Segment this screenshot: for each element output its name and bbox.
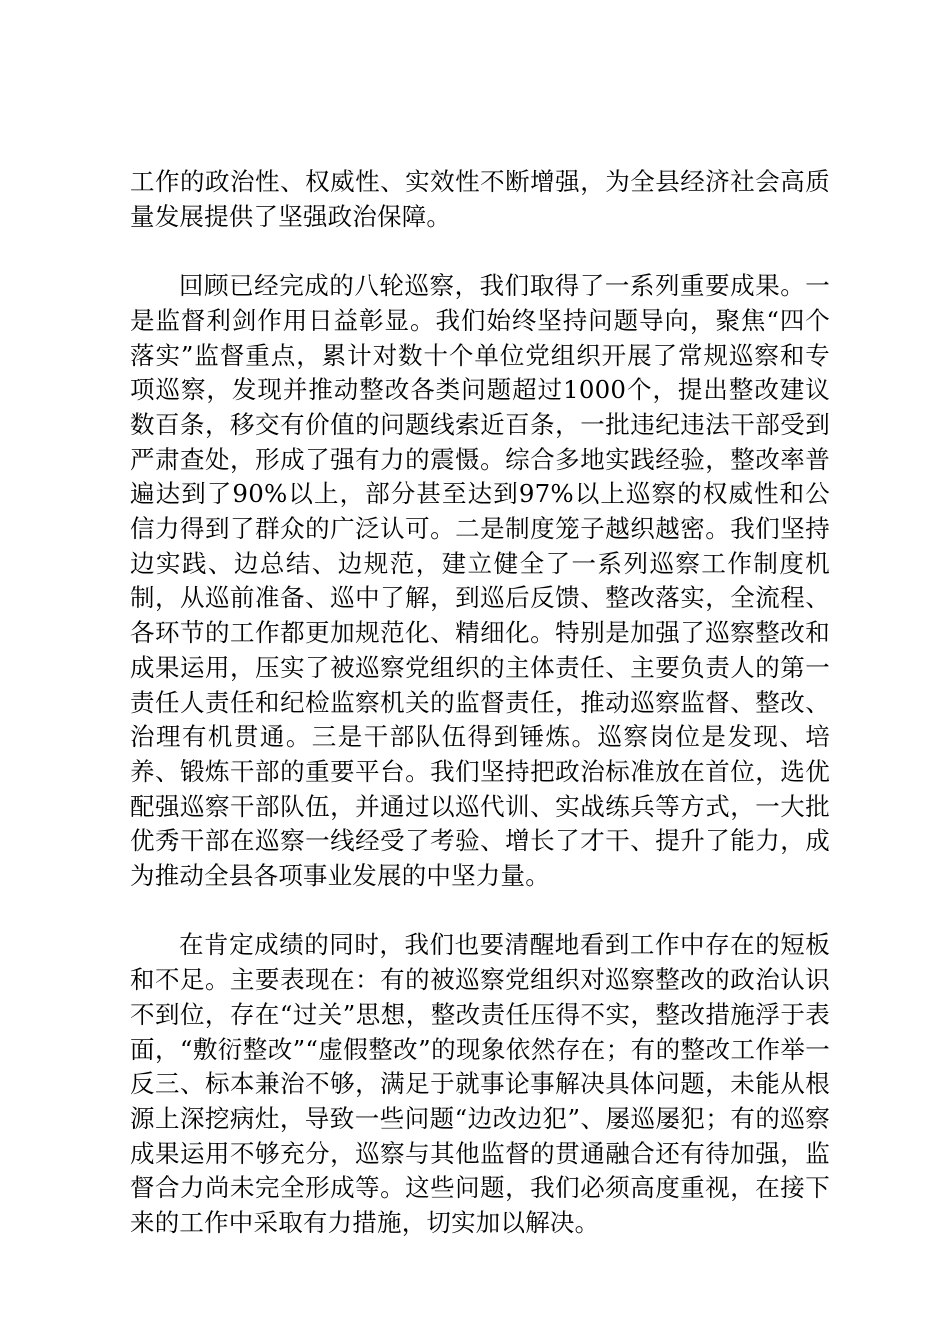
- paragraph-shortcomings: 在肯定成绩的同时，我们也要清醒地看到工作中存在的短板和不足。主要表现在：有的被巡察党组织对巡察整改的政治认识不到位，存在“过关”思想，整改责任压得不实，整改措施浮于表面，“敷衍整改”“虚假整改”的现象依然存在；有的整改工作举一反三、标本兼治不够，满足于就事论事解决具体问题，未能从根源上深挖病灶，导致一些问题“边改边犯”、屡巡屡犯；有的巡察成果运用不够充分，巡察与其他监督的贯通融合还有待加强，监督合力尚未完全形成等。这些问题，我们必须高度重视，在接下来的工作中采取有力措施，切实加以解决。: [130, 930, 830, 1238]
- paragraph-achievements: 回顾已经完成的八轮巡察，我们取得了一系列重要成果。一是监督利剑作用日益彰显。我们始终坚持问题导向，聚焦“四个落实”监督重点，累计对数十个单位党组织开展了常规巡察和专项巡察，发现并推动整改各类问题超过1000个，提出整改建议数百条，移交有价值的问题线索近百条，一批违纪违法干部受到严肃查处，形成了强有力的震慑。综合多地实践经验，整改率普遍达到了90%以上，部分甚至达到97%以上巡察的权威性和公信力得到了群众的广泛认可。二是制度笼子越织越密。我们坚持边实践、边总结、边规范，建立健全了一系列巡察工作制度机制，从巡前准备、巡中了解，到巡后反馈、整改落实，全流程、各环节的工作都更加规范化、精细化。特别是加强了巡察整改和成果运用，压实了被巡察党组织的主体责任、主要负责人的第一责任人责任和纪检监察机关的监督责任，推动巡察监督、整改、治理有机贯通。三是干部队伍得到锤炼。巡察岗位是发现、培养、锻炼干部的重要平台。我们坚持把政治标准放在首位，选优配强巡察干部队伍，并通过以巡代训、实战练兵等方式，一大批优秀干部在巡察一线经受了考验、增长了才干、提升了能力，成为推动全县各项事业发展的中坚力量。: [130, 271, 830, 891]
- paragraph-continuation: 工作的政治性、权威性、实效性不断增强，为全县经济社会高质量发展提供了坚强政治保障。: [130, 167, 830, 231]
- document-page: [130, 165, 830, 1241]
